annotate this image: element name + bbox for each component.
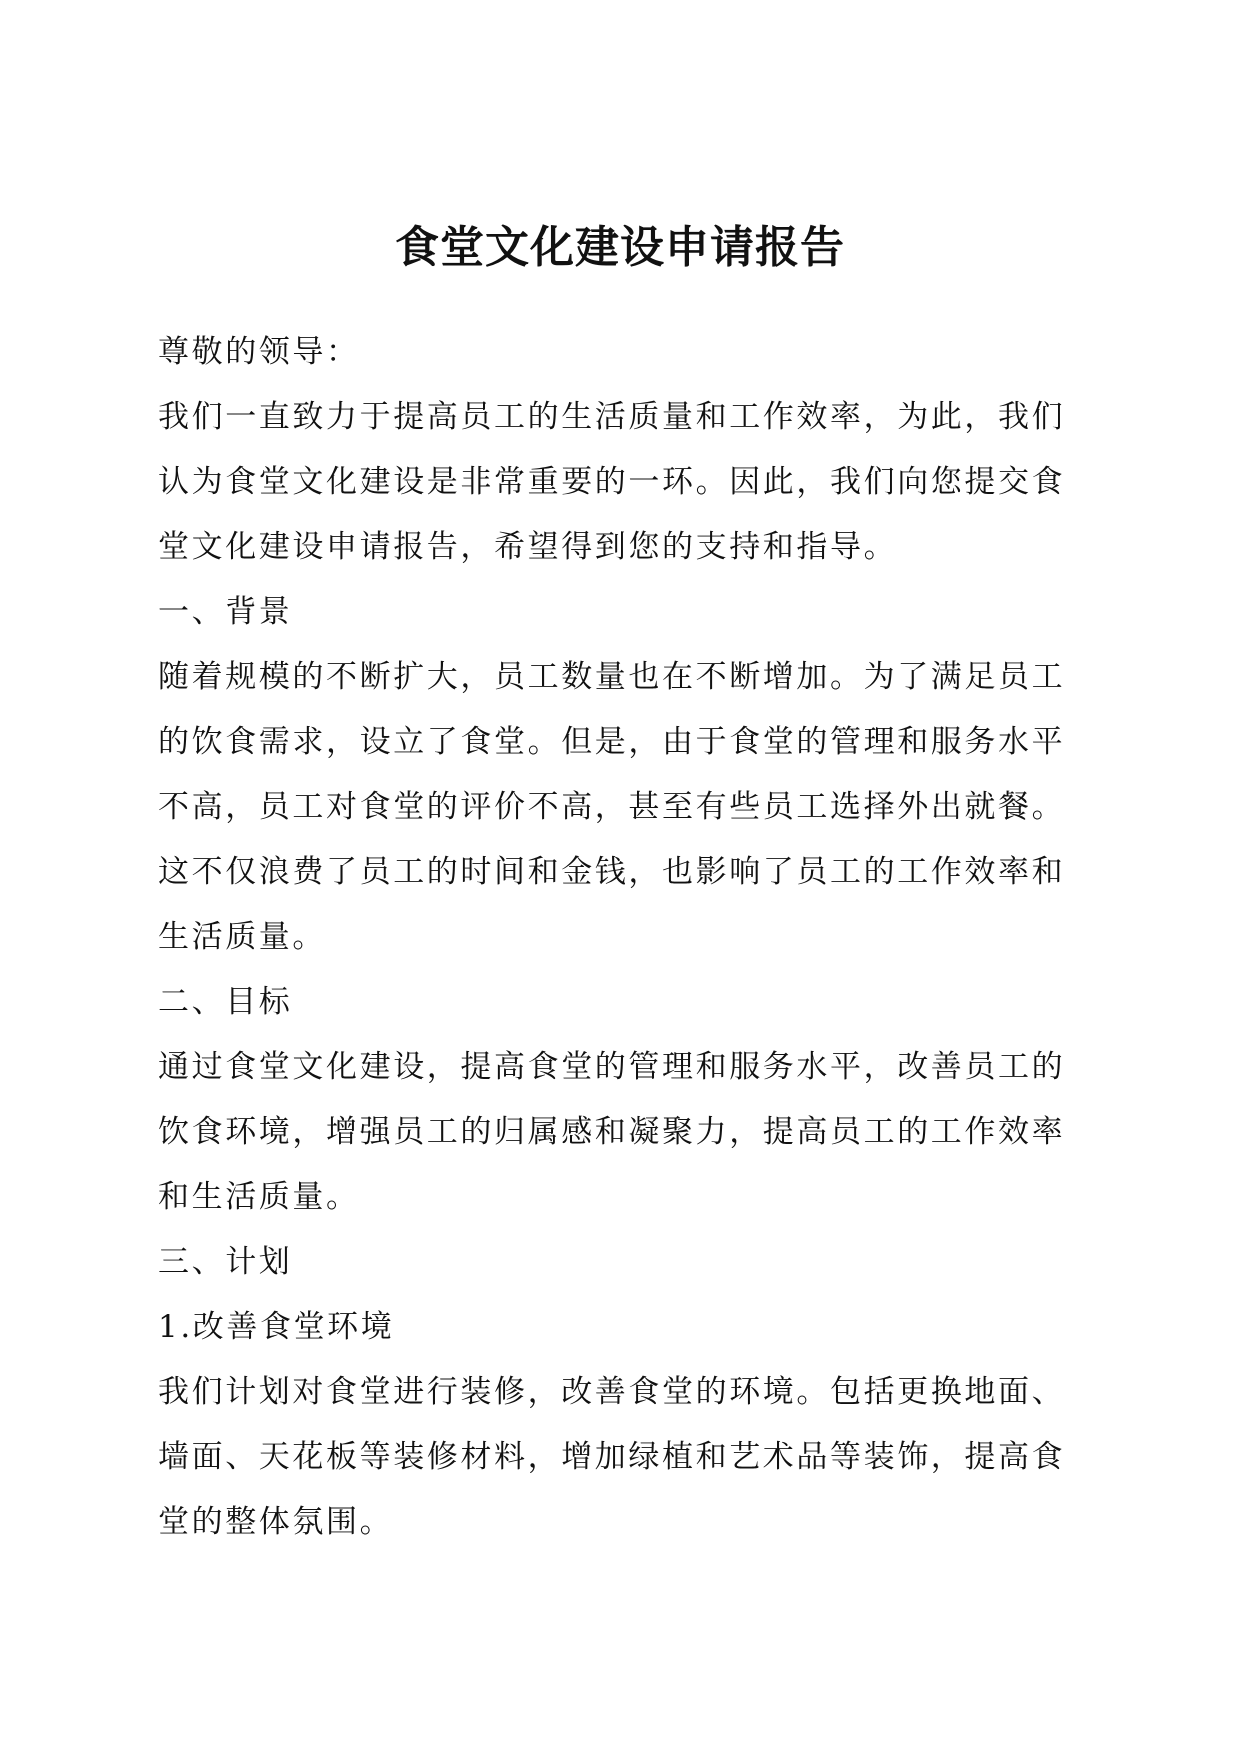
paragraph-line: 通过食堂文化建设，提高食堂的管理和服务水平，改善员工的 [158, 1049, 1066, 1085]
paragraph-line: 生活质量。 [158, 919, 326, 955]
section-heading-background: 一、背景 [158, 594, 293, 630]
paragraph-line: 饮食环境，增强员工的归属感和凝聚力，提高员工的工作效率 [158, 1114, 1066, 1150]
section-heading-goals: 二、目标 [158, 984, 293, 1020]
paragraph-line: 堂的整体氛围。 [158, 1504, 394, 1540]
subheading-improve-environment: 1.改善食堂环境 [158, 1309, 395, 1345]
paragraph-line: 随着规模的不断扩大，员工数量也在不断增加。为了满足员工 [158, 659, 1066, 695]
document-body [158, 320, 1083, 1555]
paragraph-line: 墙面、天花板等装修材料，增加绿植和艺术品等装饰，提高食 [158, 1439, 1066, 1475]
section-heading-plan: 三、计划 [158, 1244, 293, 1280]
paragraph-line: 不高，员工对食堂的评价不高，甚至有些员工选择外出就餐。 [158, 789, 1066, 825]
document-title: 食堂文化建设申请报告 [395, 222, 845, 273]
paragraph-line: 的饮食需求，设立了食堂。但是，由于食堂的管理和服务水平 [158, 724, 1066, 760]
paragraph-line: 和生活质量。 [158, 1179, 360, 1215]
paragraph-line: 这不仅浪费了员工的时间和金钱，也影响了员工的工作效率和 [158, 854, 1066, 890]
paragraph-line: 我们一直致力于提高员工的生活质量和工作效率，为此，我们 [158, 399, 1066, 435]
paragraph-line: 认为食堂文化建设是非常重要的一环。因此，我们向您提交食 [158, 464, 1066, 500]
salutation-line: 尊敬的领导： [158, 334, 360, 370]
paragraph-line: 堂文化建设申请报告，希望得到您的支持和指导。 [158, 529, 898, 565]
paragraph-line: 我们计划对食堂进行装修，改善食堂的环境。包括更换地面、 [158, 1374, 1066, 1410]
